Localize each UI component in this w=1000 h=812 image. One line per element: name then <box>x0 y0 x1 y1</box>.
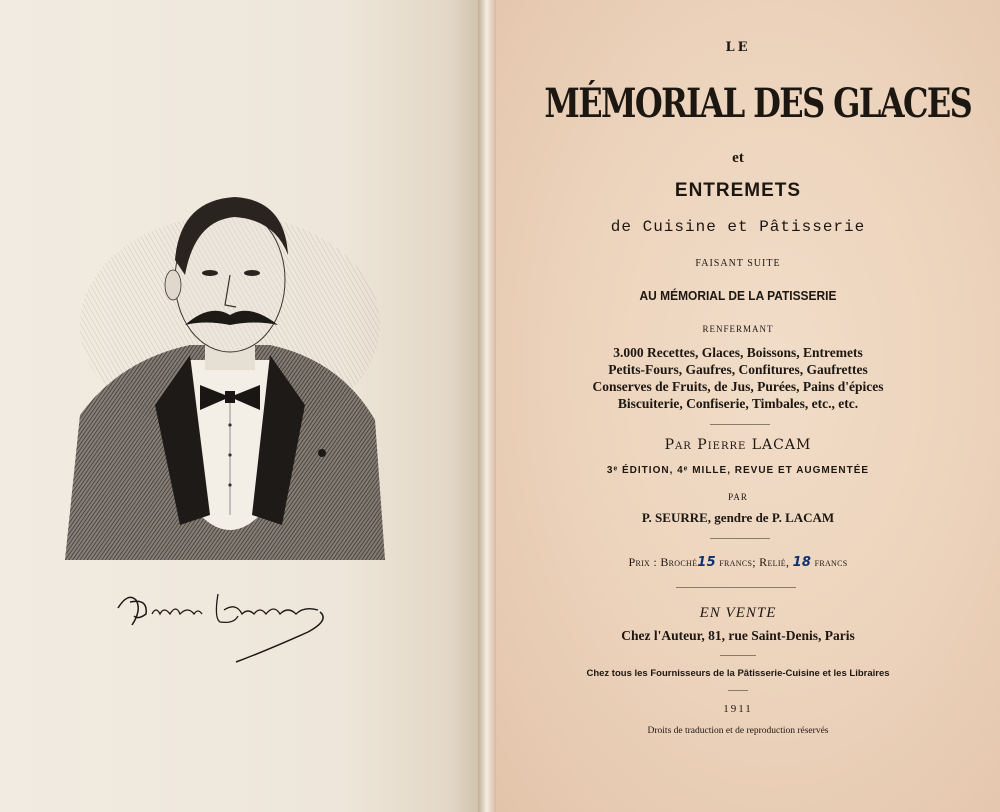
edition-line: 3ᵉ ÉDITION, 4ᵉ MILLE, REVUE ET AUGMENTÉE <box>606 465 870 476</box>
price-francs-2: francs <box>811 555 848 569</box>
broche-price: 15 <box>697 555 716 570</box>
title-article: LE <box>725 40 751 55</box>
divider-rule <box>720 655 756 656</box>
contents-line: Biscuiterie, Confiserie, Timbales, etc., etc. <box>617 396 859 411</box>
price-francs-1: francs; Relié, <box>715 555 793 569</box>
divider-rule <box>676 587 796 588</box>
portrait-engraving <box>60 185 390 560</box>
distributors-line: Chez tous les Fournisseurs de la Pâtisserie-Cuisine et les Libraires <box>586 668 890 679</box>
rights-notice: Droits de traduction et de reproduction réservés <box>647 726 829 736</box>
frontispiece-page <box>0 0 486 812</box>
divider-rule <box>710 424 770 425</box>
price-line <box>496 555 980 570</box>
faisant-suite: FAISANT SUITE <box>695 258 781 269</box>
relie-price: 18 <box>792 555 812 570</box>
subtitle: de Cuisine et Pâtisserie <box>610 218 866 236</box>
secondary-title: ENTREMETS <box>674 180 802 201</box>
contents-line: Petits-Fours, Gaufres, Confitures, Gaufrettes <box>608 362 868 377</box>
divider-rule <box>728 690 748 691</box>
title-conjunction: et <box>732 150 744 166</box>
renfermant-label: RENFERMANT <box>702 324 774 334</box>
publication-year: 1911 <box>723 703 753 715</box>
publisher-address: Chez l'Auteur, 81, rue Saint-Denis, Paris <box>621 628 855 643</box>
en-vente: EN VENTE <box>699 605 777 621</box>
divider-rule <box>710 538 770 539</box>
price-label: Prix : Broché <box>628 555 698 569</box>
author-line: Par Pierre LACAM <box>664 437 812 453</box>
par-label: PAR <box>728 492 748 502</box>
series-title: AU MÉMORIAL DE LA PATISSERIE <box>639 288 837 303</box>
main-title: MÉMORIAL DES GLACES <box>544 80 972 127</box>
reviser-line: P. SEURRE, gendre de P. LACAM <box>641 510 835 525</box>
title-page <box>496 0 1000 812</box>
contents-line: 3.000 Recettes, Glaces, Boissons, Entremets <box>613 345 863 360</box>
signature-image <box>108 570 338 670</box>
contents-line: Conserves de Fruits, de Jus, Purées, Pains d'épices <box>592 379 884 394</box>
